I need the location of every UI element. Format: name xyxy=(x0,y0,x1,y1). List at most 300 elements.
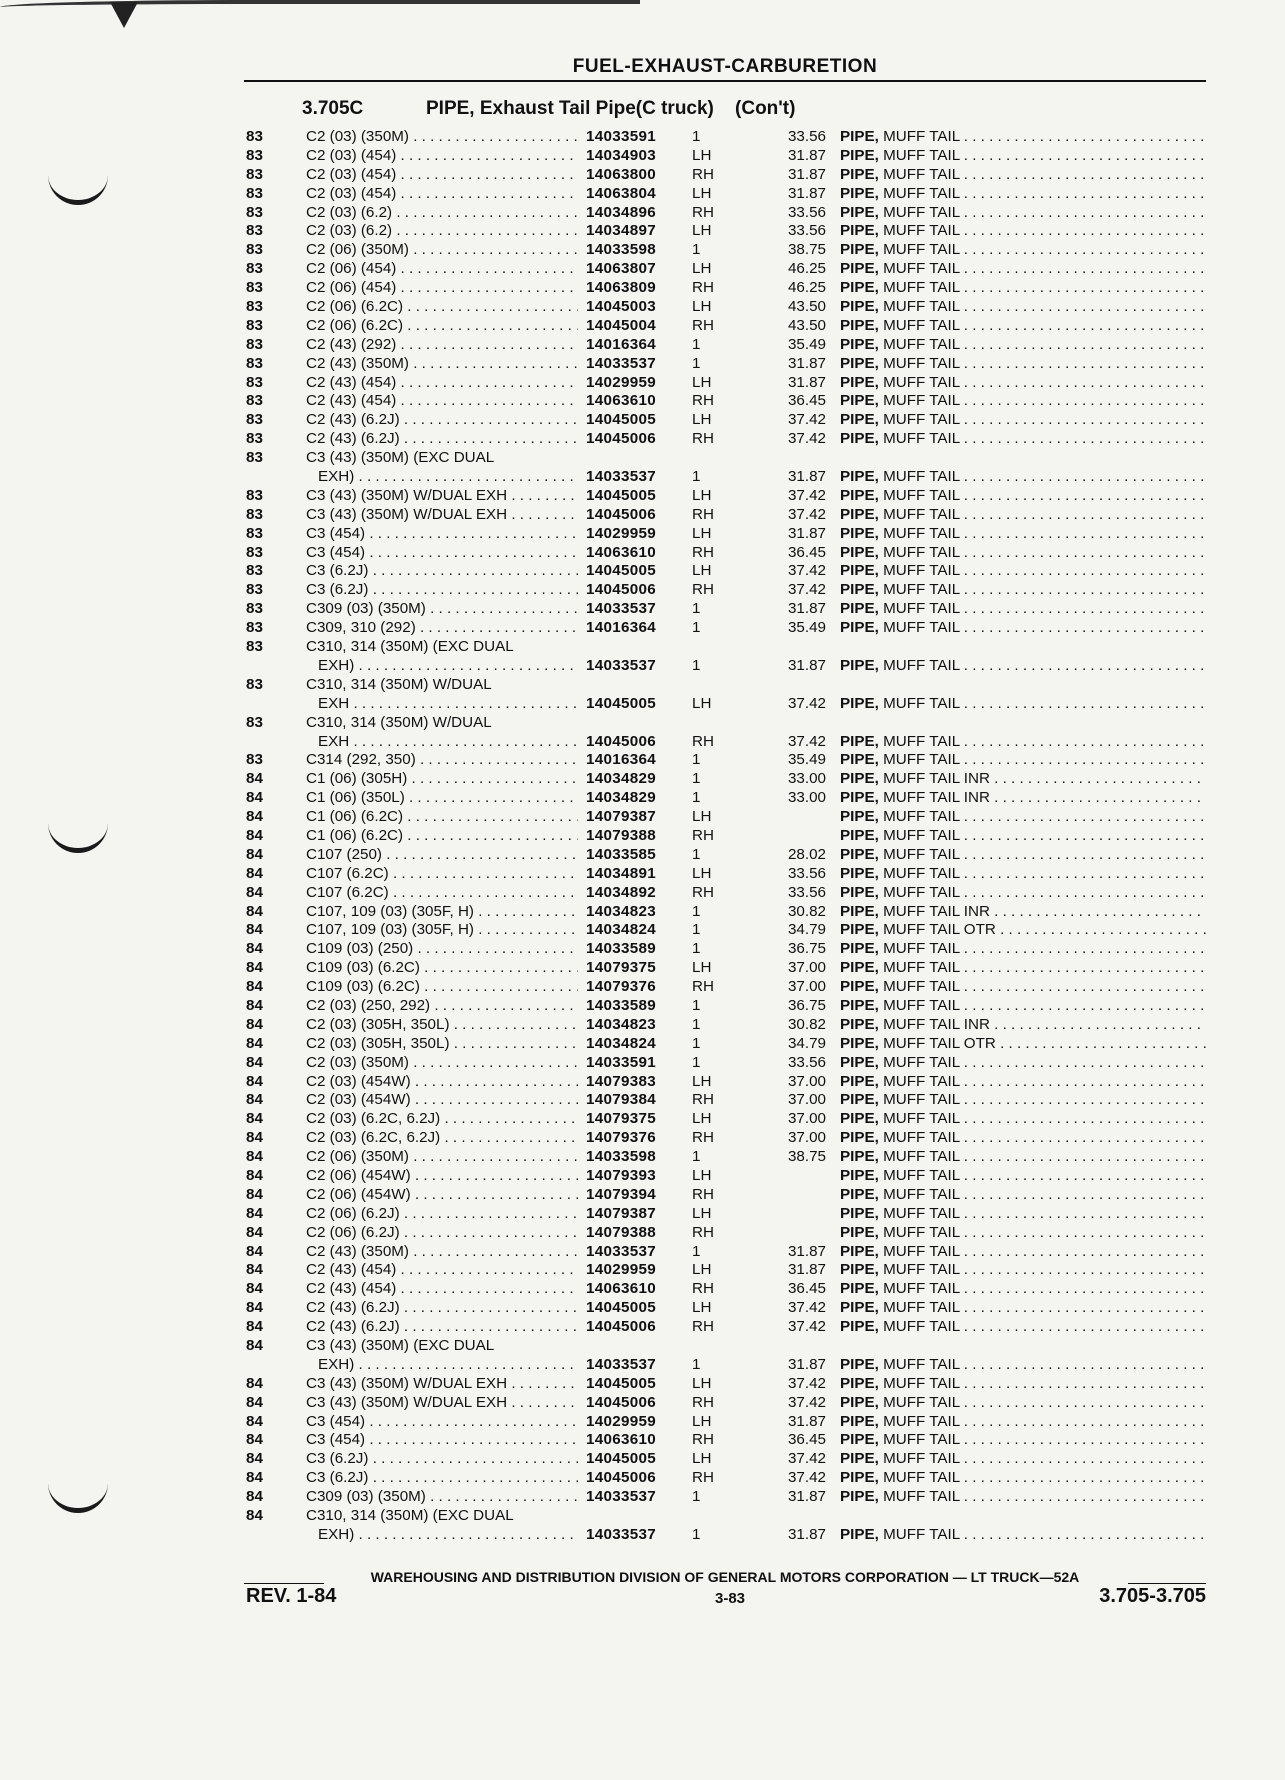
part-name-rest: MUFF TAIL xyxy=(883,543,960,561)
ref-number: 84 xyxy=(246,902,263,920)
part-name xyxy=(840,147,1206,166)
table-row xyxy=(246,1186,1206,1205)
part-name-bold: PIPE, xyxy=(840,1072,879,1090)
part-name xyxy=(840,1488,1206,1507)
part-name xyxy=(840,1526,1206,1545)
part-number: 14079376 xyxy=(586,978,656,996)
table-row xyxy=(246,1375,1206,1394)
table-row xyxy=(246,1280,1206,1299)
part-name xyxy=(840,921,1206,940)
part-name-rest: MUFF TAIL xyxy=(883,1148,960,1166)
table-row xyxy=(246,997,1206,1016)
table-row xyxy=(246,1337,1206,1356)
part-number: 14079375 xyxy=(586,959,656,977)
part-number: 14016364 xyxy=(586,619,656,637)
price: 37.42 xyxy=(787,1450,826,1468)
part-name-bold: PIPE, xyxy=(840,524,879,542)
part-name-rest: MUFF TAIL xyxy=(883,1525,960,1543)
part-name-bold: PIPE, xyxy=(840,600,879,618)
price: 37.00 xyxy=(787,978,826,996)
quantity-side: 1 xyxy=(692,241,701,259)
part-number: 14033598 xyxy=(586,1148,656,1166)
quantity-side: RH xyxy=(692,1469,714,1487)
part-name-bold: PIPE, xyxy=(840,732,879,750)
ref-number: 84 xyxy=(246,1166,263,1184)
quantity-side: RH xyxy=(692,505,714,523)
part-name xyxy=(840,1167,1206,1186)
ref-number: 83 xyxy=(246,430,263,448)
model-description: C2 (03) (454) . . . xyxy=(306,147,578,166)
price: 36.75 xyxy=(787,940,826,958)
price: 46.25 xyxy=(787,279,826,297)
table-row xyxy=(246,298,1206,317)
part-name-bold: PIPE, xyxy=(840,826,879,844)
price: 43.50 xyxy=(787,298,826,316)
model-description: C107 (6.2C) . . . xyxy=(306,884,578,903)
part-name-bold: PIPE, xyxy=(840,279,879,297)
part-number: 14045005 xyxy=(586,694,656,712)
part-name-rest: MUFF TAIL xyxy=(883,826,960,844)
ref-number: 83 xyxy=(246,354,263,372)
quantity-side: LH xyxy=(692,373,712,391)
part-name-rest: MUFF TAIL xyxy=(883,1242,960,1260)
table-row xyxy=(246,468,1206,487)
table-row xyxy=(246,695,1206,714)
part-number: 14016364 xyxy=(586,751,656,769)
part-number: 14033591 xyxy=(586,128,656,145)
model-description: C109 (03) (250) . . . xyxy=(306,940,578,959)
model-description: C1 (06) (6.2C) . . . xyxy=(306,827,578,846)
part-number: 14033537 xyxy=(586,656,656,674)
part-name xyxy=(840,392,1206,411)
quantity-side: LH xyxy=(692,1374,712,1392)
ref-number: 84 xyxy=(246,1148,263,1166)
table-row xyxy=(246,959,1206,978)
model-description: C2 (03) (454W) . . . xyxy=(306,1091,578,1110)
part-name-rest: MUFF TAIL xyxy=(883,751,960,769)
quantity-side: RH xyxy=(692,1431,714,1449)
part-name-rest: MUFF TAIL xyxy=(883,1166,960,1184)
part-name xyxy=(840,298,1206,317)
model-description: C3 (43) (350M) (EXC DUAL xyxy=(306,1337,495,1354)
price: 33.00 xyxy=(787,770,826,788)
model-description: C3 (6.2J) . . . xyxy=(306,1450,578,1469)
model-description: C309 (03) (350M) . . . xyxy=(306,600,578,619)
ref-number: 84 xyxy=(246,1034,263,1052)
part-number: 14034829 xyxy=(586,789,656,807)
price: 31.87 xyxy=(787,1488,826,1506)
table-row xyxy=(246,638,1206,657)
table-row xyxy=(246,506,1206,525)
part-name xyxy=(840,581,1206,600)
table-row xyxy=(246,241,1206,260)
ref-number: 83 xyxy=(246,543,263,561)
part-name-bold: PIPE, xyxy=(840,959,879,977)
quantity-side: LH xyxy=(692,146,712,164)
quantity-side: RH xyxy=(692,581,714,599)
quantity-side: 1 xyxy=(692,335,701,353)
ref-number: 84 xyxy=(246,1488,263,1506)
quantity-side: LH xyxy=(692,1166,712,1184)
model-description: C3 (454) . . . xyxy=(306,1431,578,1450)
table-row xyxy=(246,940,1206,959)
quantity-side: 1 xyxy=(692,128,701,145)
part-number: 14063809 xyxy=(586,279,656,297)
quantity-side: RH xyxy=(692,1318,714,1336)
ref-number: 83 xyxy=(246,675,263,693)
price: 38.75 xyxy=(787,241,826,259)
table-row xyxy=(246,562,1206,581)
part-name xyxy=(840,1413,1206,1432)
model-description: C2 (03) (454) . . . xyxy=(306,166,578,185)
part-number: 14045006 xyxy=(586,430,656,448)
table-row xyxy=(246,581,1206,600)
part-name-bold: PIPE, xyxy=(840,146,879,164)
table-row xyxy=(246,619,1206,638)
part-name xyxy=(840,770,1206,789)
table-row xyxy=(246,676,1206,695)
quantity-side: LH xyxy=(692,184,712,202)
part-name-bold: PIPE, xyxy=(840,770,879,788)
quantity-side: LH xyxy=(692,260,712,278)
part-name-bold: PIPE, xyxy=(840,1261,879,1279)
part-name-bold: PIPE, xyxy=(840,864,879,882)
price: 37.42 xyxy=(787,411,826,429)
part-name-bold: PIPE, xyxy=(840,260,879,278)
price: 33.56 xyxy=(787,864,826,882)
binder-hole-mark xyxy=(48,810,108,853)
part-number: 14063610 xyxy=(586,543,656,561)
part-name xyxy=(840,846,1206,865)
ref-number: 84 xyxy=(246,1015,263,1033)
part-number: 14033537 xyxy=(586,1488,656,1506)
part-name-bold: PIPE, xyxy=(840,543,879,561)
price: 31.87 xyxy=(787,1261,826,1279)
ref-number: 84 xyxy=(246,1223,263,1241)
model-description: C3 (6.2J) . . . xyxy=(306,562,578,581)
part-name-bold: PIPE, xyxy=(840,656,879,674)
part-name xyxy=(840,751,1206,770)
part-name xyxy=(840,884,1206,903)
part-name xyxy=(840,355,1206,374)
price: 36.45 xyxy=(787,1431,826,1449)
part-name-bold: PIPE, xyxy=(840,1148,879,1166)
model-description: C2 (06) (454W) . . . xyxy=(306,1186,578,1205)
ref-number: 83 xyxy=(246,146,263,164)
table-row xyxy=(246,884,1206,903)
part-number: 14045006 xyxy=(586,732,656,750)
quantity-side: LH xyxy=(692,808,712,826)
scan-edge-notch xyxy=(110,2,138,28)
quantity-side: LH xyxy=(692,1412,712,1430)
price: 31.87 xyxy=(787,656,826,674)
model-description: C2 (43) (350M) . . . xyxy=(306,1243,578,1262)
ref-number: 84 xyxy=(246,1261,263,1279)
model-description: C2 (06) (6.2C) . . . xyxy=(306,298,578,317)
table-row xyxy=(246,903,1206,922)
part-name-rest: MUFF TAIL xyxy=(883,430,960,448)
part-name-bold: PIPE, xyxy=(840,978,879,996)
model-description: C2 (03) (454) . . . xyxy=(306,185,578,204)
part-name-rest: MUFF TAIL xyxy=(883,1185,960,1203)
part-name xyxy=(840,241,1206,260)
table-row xyxy=(246,1091,1206,1110)
page-number: 3-83 xyxy=(714,1590,746,1607)
part-name xyxy=(840,317,1206,336)
part-name xyxy=(840,1129,1206,1148)
part-name-bold: PIPE, xyxy=(840,562,879,580)
part-name-bold: PIPE, xyxy=(840,996,879,1014)
part-number: 14063610 xyxy=(586,392,656,410)
ref-number: 83 xyxy=(246,316,263,334)
part-number: 14033537 xyxy=(586,1525,656,1543)
ref-number: 83 xyxy=(246,298,263,316)
part-name-bold: PIPE, xyxy=(840,1034,879,1052)
part-number: 14079388 xyxy=(586,826,656,844)
quantity-side: LH xyxy=(692,411,712,429)
ref-number: 83 xyxy=(246,486,263,504)
part-name-rest: MUFF TAIL xyxy=(883,260,960,278)
part-name-bold: PIPE, xyxy=(840,1280,879,1298)
quantity-side: 1 xyxy=(692,468,701,486)
part-name-bold: PIPE, xyxy=(840,1299,879,1317)
part-name-rest: MUFF TAIL xyxy=(883,656,960,674)
ref-number: 84 xyxy=(246,1053,263,1071)
part-number: 14063804 xyxy=(586,184,656,202)
part-number: 14034823 xyxy=(586,1015,656,1033)
model-description: C2 (43) (454) . . . xyxy=(306,1261,578,1280)
part-name-bold: PIPE, xyxy=(840,1450,879,1468)
price: 37.42 xyxy=(787,1469,826,1487)
part-number: 14029959 xyxy=(586,1412,656,1430)
price: 37.42 xyxy=(787,505,826,523)
model-description: C2 (06) (6.2J) . . . xyxy=(306,1205,578,1224)
part-name-bold: PIPE, xyxy=(840,184,879,202)
price: 34.79 xyxy=(787,921,826,939)
part-name-rest: MUFF TAIL xyxy=(883,1374,960,1392)
part-number: 14029959 xyxy=(586,524,656,542)
ref-number: 84 xyxy=(246,826,263,844)
price: 31.87 xyxy=(787,354,826,372)
quantity-side: RH xyxy=(692,392,714,410)
section-title xyxy=(302,98,795,120)
model-description: C109 (03) (6.2C) . . . xyxy=(306,978,578,997)
quantity-side: LH xyxy=(692,1110,712,1128)
part-name-bold: PIPE, xyxy=(840,203,879,221)
part-name-rest: MUFF TAIL xyxy=(883,1393,960,1411)
part-name-bold: PIPE, xyxy=(840,1525,879,1543)
part-name-rest: MUFF TAIL xyxy=(883,808,960,826)
table-row xyxy=(246,733,1206,752)
part-name-bold: PIPE, xyxy=(840,1393,879,1411)
price: 33.56 xyxy=(787,203,826,221)
part-name xyxy=(840,959,1206,978)
model-description: C107, 109 (03) (305F, H) . . . xyxy=(306,903,578,922)
part-name xyxy=(840,1186,1206,1205)
part-name xyxy=(840,1110,1206,1129)
table-row xyxy=(246,1318,1206,1337)
part-name xyxy=(840,260,1206,279)
part-name-bold: PIPE, xyxy=(840,1355,879,1373)
price: 37.00 xyxy=(787,1091,826,1109)
ref-number: 84 xyxy=(246,1072,263,1090)
quantity-side: RH xyxy=(692,978,714,996)
quantity-side: 1 xyxy=(692,1242,701,1260)
price: 31.87 xyxy=(787,146,826,164)
part-number: 14033537 xyxy=(586,1355,656,1373)
part-name-rest: MUFF TAIL xyxy=(883,1299,960,1317)
price: 37.00 xyxy=(787,1110,826,1128)
part-name xyxy=(840,185,1206,204)
quantity-side: RH xyxy=(692,1393,714,1411)
model-description: EXH) . . . xyxy=(306,1356,578,1375)
model-description: C2 (03) (305H, 350L) . . . xyxy=(306,1016,578,1035)
table-row xyxy=(246,1450,1206,1469)
table-row xyxy=(246,1016,1206,1035)
part-name-rest: MUFF TAIL xyxy=(883,335,960,353)
model-description: C2 (03) (250, 292) . . . xyxy=(306,997,578,1016)
table-row xyxy=(246,147,1206,166)
model-description: C109 (03) (6.2C) . . . xyxy=(306,959,578,978)
price: 34.79 xyxy=(787,1034,826,1052)
binder-hole-mark xyxy=(48,162,108,205)
ref-number: 83 xyxy=(246,165,263,183)
model-description: C2 (06) (454) . . . xyxy=(306,279,578,298)
quantity-side: 1 xyxy=(692,770,701,788)
table-row xyxy=(246,392,1206,411)
part-number: 14034824 xyxy=(586,921,656,939)
ref-number: 84 xyxy=(246,1129,263,1147)
part-name xyxy=(840,1016,1206,1035)
ref-number: 84 xyxy=(246,1393,263,1411)
table-row xyxy=(246,128,1206,147)
model-description: C3 (43) (350M) W/DUAL EXH . . . xyxy=(306,487,578,506)
table-row xyxy=(246,1488,1206,1507)
model-description: C2 (03) (6.2) . . . xyxy=(306,222,578,241)
model-description: C3 (43) (350M) (EXC DUAL xyxy=(306,449,495,467)
price: 31.87 xyxy=(787,1525,826,1543)
price: 31.87 xyxy=(787,600,826,618)
ref-number: 83 xyxy=(246,638,263,656)
part-name xyxy=(840,619,1206,638)
part-name-rest: MUFF TAIL xyxy=(883,1053,960,1071)
footer-rule xyxy=(1128,1583,1206,1584)
part-name-bold: PIPE, xyxy=(840,619,879,637)
quantity-side: RH xyxy=(692,826,714,844)
quantity-side: 1 xyxy=(692,1525,701,1543)
part-name-rest: MUFF TAIL xyxy=(883,581,960,599)
part-name-bold: PIPE, xyxy=(840,789,879,807)
part-name-bold: PIPE, xyxy=(840,1374,879,1392)
part-name-rest: MUFF TAIL xyxy=(883,619,960,637)
part-name xyxy=(840,222,1206,241)
table-row xyxy=(246,600,1206,619)
ref-number: 83 xyxy=(246,581,263,599)
price: 36.75 xyxy=(787,996,826,1014)
part-name-rest: MUFF TAIL xyxy=(883,1450,960,1468)
part-name-rest: MUFF TAIL xyxy=(883,203,960,221)
ref-number: 84 xyxy=(246,940,263,958)
ref-number: 84 xyxy=(246,1374,263,1392)
part-name-rest: MUFF TAIL xyxy=(883,1261,960,1279)
part-number: 14034897 xyxy=(586,222,656,240)
model-description: EXH . . . xyxy=(306,695,578,714)
part-name xyxy=(840,1243,1206,1262)
part-name-rest: MUFF TAIL xyxy=(883,1355,960,1373)
ref-number: 83 xyxy=(246,619,263,637)
model-description: EXH) . . . xyxy=(306,657,578,676)
part-number: 14045005 xyxy=(586,1299,656,1317)
section-number: 3.705C xyxy=(302,98,364,119)
quantity-side: RH xyxy=(692,883,714,901)
price: 37.42 xyxy=(787,732,826,750)
price: 37.00 xyxy=(787,959,826,977)
table-row xyxy=(246,1299,1206,1318)
price: 37.42 xyxy=(787,581,826,599)
part-number: 14045003 xyxy=(586,298,656,316)
part-number: 14034891 xyxy=(586,864,656,882)
quantity-side: 1 xyxy=(692,600,701,618)
part-name xyxy=(840,166,1206,185)
price: 37.42 xyxy=(787,1318,826,1336)
section-name: PIPE, Exhaust Tail Pipe(C truck) xyxy=(426,98,714,119)
price: 37.42 xyxy=(787,430,826,448)
part-name-rest: MUFF TAIL xyxy=(883,1469,960,1487)
part-name xyxy=(840,525,1206,544)
model-description: C2 (03) (350M) . . . xyxy=(306,128,578,147)
table-row xyxy=(246,222,1206,241)
price: 46.25 xyxy=(787,260,826,278)
quantity-side: 1 xyxy=(692,1488,701,1506)
model-description: EXH) . . . xyxy=(306,468,578,487)
part-number: 14063610 xyxy=(586,1431,656,1449)
part-number: 14045006 xyxy=(586,1469,656,1487)
part-name xyxy=(840,1318,1206,1337)
part-name xyxy=(840,808,1206,827)
part-name xyxy=(840,1375,1206,1394)
part-number: 14079376 xyxy=(586,1129,656,1147)
part-name xyxy=(840,1299,1206,1318)
part-name-bold: PIPE, xyxy=(840,241,879,259)
part-name xyxy=(840,1224,1206,1243)
part-name-rest: MUFF TAIL xyxy=(883,1204,960,1222)
quantity-side: RH xyxy=(692,1223,714,1241)
price: 30.82 xyxy=(787,902,826,920)
part-number: 14079387 xyxy=(586,808,656,826)
part-name-rest: MUFF TAIL xyxy=(883,316,960,334)
part-name xyxy=(840,411,1206,430)
section-range: 3.705-3.705 xyxy=(1099,1585,1206,1607)
part-number: 14045004 xyxy=(586,316,656,334)
table-row xyxy=(246,827,1206,846)
ref-number: 83 xyxy=(246,279,263,297)
model-description: C2 (06) (6.2J) . . . xyxy=(306,1224,578,1243)
model-description: EXH) . . . xyxy=(306,1526,578,1545)
part-name-bold: PIPE, xyxy=(840,883,879,901)
price: 35.49 xyxy=(787,751,826,769)
model-description: C310, 314 (350M) W/DUAL xyxy=(306,675,492,693)
part-name-bold: PIPE, xyxy=(840,392,879,410)
table-row xyxy=(246,1469,1206,1488)
ref-number: 84 xyxy=(246,1110,263,1128)
quantity-side: RH xyxy=(692,203,714,221)
part-name xyxy=(840,1280,1206,1299)
parts-table xyxy=(246,128,1206,1545)
quantity-side: 1 xyxy=(692,751,701,769)
part-number: 14033589 xyxy=(586,940,656,958)
price: 31.87 xyxy=(787,524,826,542)
part-number: 14034896 xyxy=(586,203,656,221)
